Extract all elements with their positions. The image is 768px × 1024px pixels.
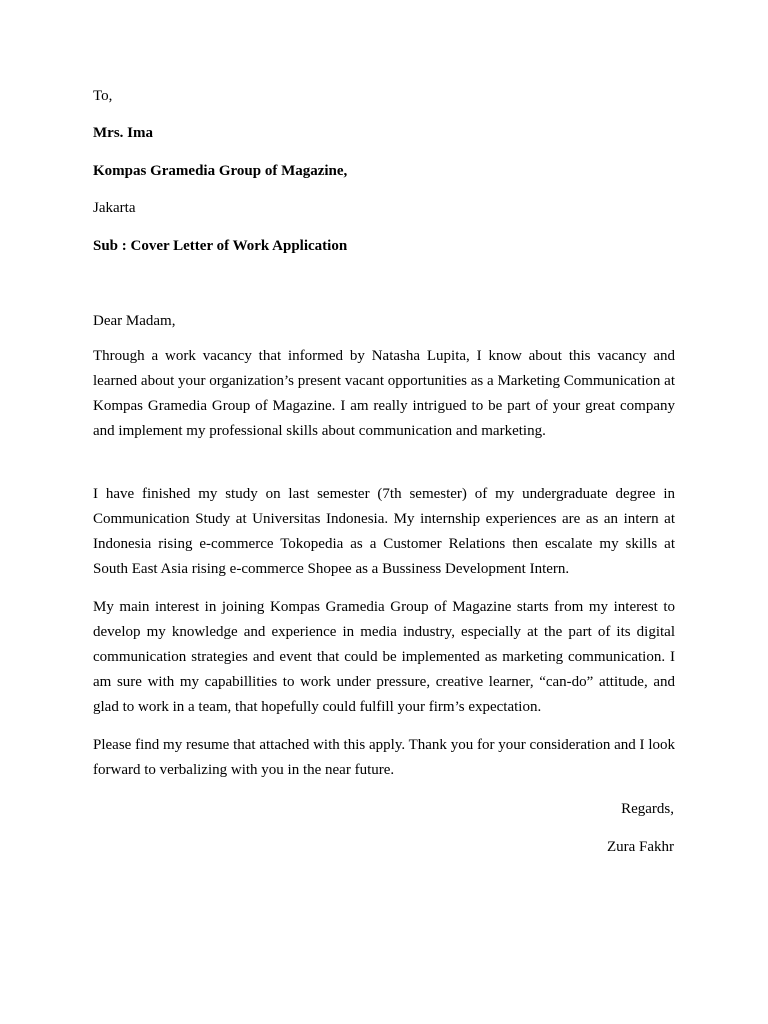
recipient-name: Mrs. Ima	[93, 125, 153, 141]
paragraph-4: Please find my resume that attached with this apply. Thank you for your consideration and I look forward to verbalizing with you in the near future.	[93, 737, 675, 778]
closing: Regards,	[621, 801, 674, 817]
to-line: To,	[93, 88, 113, 104]
paragraph-2: I have finished my study on last semester (7th semester) of my undergraduate degree in Communication Study at Universitas Indonesia. My internship experiences are as an intern at Indonesia rising e-commerce Tokopedia as a Customer Relations then escalate my skills at South East Asia rising e-commerce Shopee as a Bussiness Development Intern.	[93, 486, 675, 577]
company-name: Kompas Gramedia Group of Magazine,	[93, 163, 348, 179]
paragraph-1: Through a work vacancy that informed by Natasha Lupita, I know about this vacancy and learned about your organization’s present vacant opportunities as a Marketing Communication at Kompas Gramedia Group of Magazine. I am really intrigued to be part of your great company and implement my professional skills about communication and marketing.	[93, 348, 675, 439]
salutation: Dear Madam,	[93, 313, 176, 329]
city: Jakarta	[93, 200, 136, 216]
subject-line: Sub : Cover Letter of Work Application	[93, 238, 348, 254]
paragraph-3: My main interest in joining Kompas Gramedia Group of Magazine starts from my interest to develop my knowledge and experience in media industry, especially at the part of its digital communication strategies and event that could be implemented as marketing communication. I am sure with my capabillities to work under pressure, creative learner, “can-do” attitude, and glad to work in a team, that hopefully could fulfill your firm’s expectation.	[93, 599, 675, 715]
signature: Zura Fakhr	[606, 839, 674, 855]
